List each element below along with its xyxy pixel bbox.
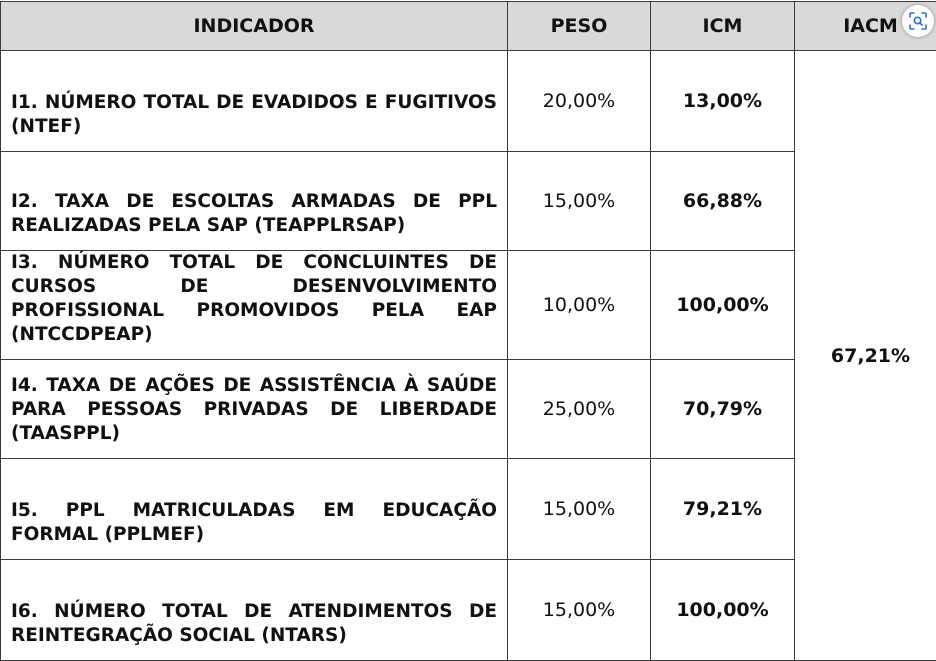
icm-cell: 70,79% [651,360,795,459]
peso-cell: 15,00% [508,152,651,251]
indicador-cell: I5. PPL MATRICULADAS EM EDUCAÇÃO FORMAL (PPLMEF) [1,459,508,560]
header-indicador: INDICADOR [1,2,508,51]
indicador-cell: I1. NÚMERO TOTAL DE EVADIDOS E FUGITIVOS (NTEF) [1,51,508,152]
icm-cell: 100,00% [651,251,795,360]
indicators-table [0,1,936,661]
peso-cell: 20,00% [508,51,651,152]
header-peso: PESO [508,2,651,51]
iacm-cell: 67,21% [795,51,936,661]
indicador-cell: I2. TAXA DE ESCOLTAS ARMADAS DE PPL REALIZADAS PELA SAP (TEAPPLRSAP) [1,152,508,251]
indicador-cell: I3. NÚMERO TOTAL DE CONCLUINTES DE CURSOS DE DESENVOLVIMENTO PROFISSIONAL PROMOVIDOS PELA EAP (NTCCDPEAP) [1,251,508,360]
icm-cell: 100,00% [651,560,795,661]
peso-cell: 15,00% [508,560,651,661]
peso-cell: 10,00% [508,251,651,360]
header-iacm: IACM [795,2,936,51]
peso-cell: 25,00% [508,360,651,459]
header-row [1,2,936,51]
table-row [1,51,936,152]
header-icm: ICM [651,2,795,51]
visual-search-button[interactable] [902,5,934,37]
visual-search-icon [908,11,928,31]
indicador-cell: I6. NÚMERO TOTAL DE ATENDIMENTOS DE REINTEGRAÇÃO SOCIAL (NTARS) [1,560,508,661]
indicador-cell: I4. TAXA DE AÇÕES DE ASSISTÊNCIA À SAÚDE PARA PESSOAS PRIVADAS DE LIBERDADE (TAASPPL) [1,360,508,459]
icm-cell: 66,88% [651,152,795,251]
peso-cell: 15,00% [508,459,651,560]
icm-cell: 13,00% [651,51,795,152]
icm-cell: 79,21% [651,459,795,560]
